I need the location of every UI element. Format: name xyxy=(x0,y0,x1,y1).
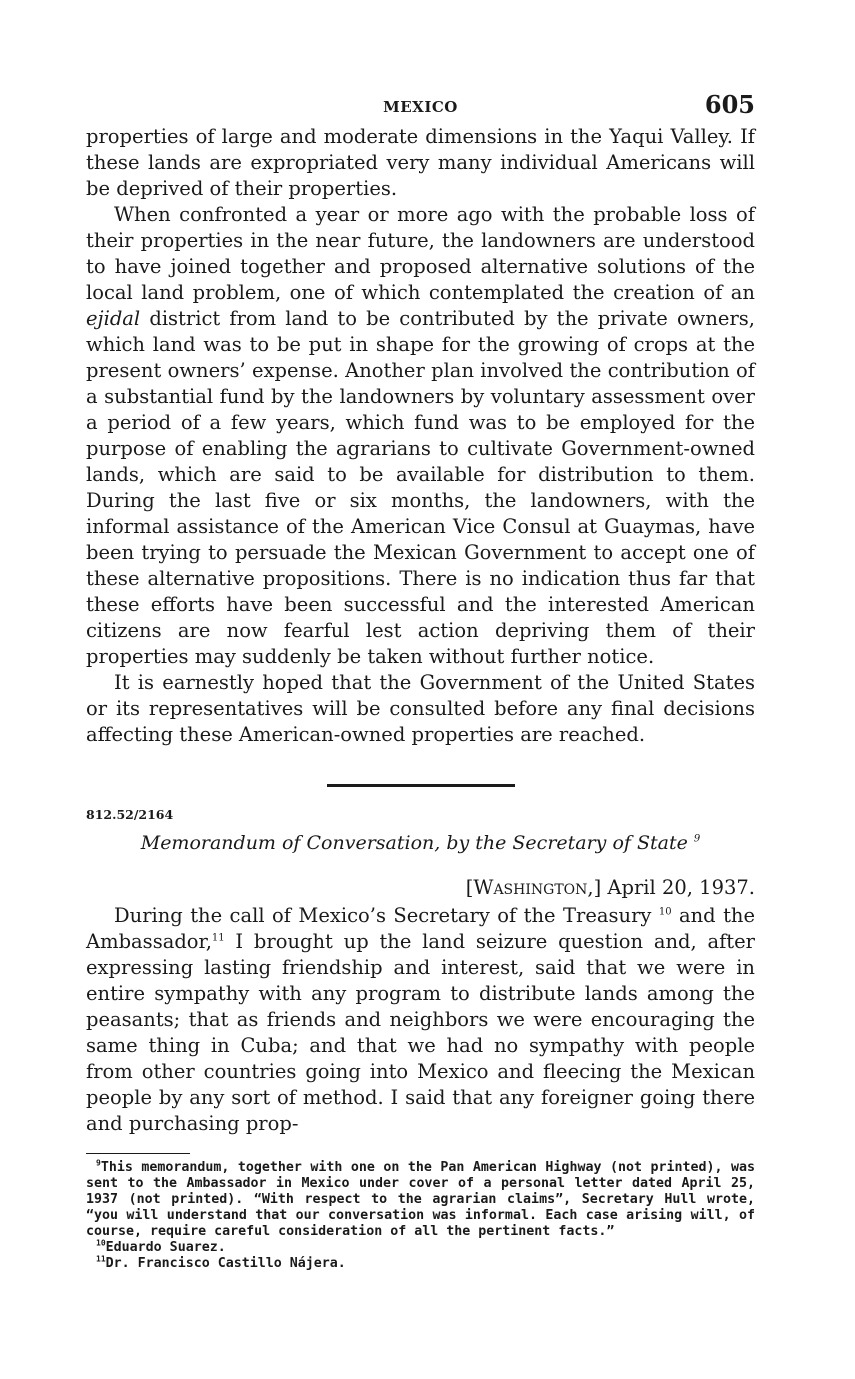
page-header xyxy=(86,90,755,124)
document-page xyxy=(86,90,755,1272)
ejidal-term: ejidal xyxy=(86,307,141,330)
paragraph-landowners: When confronted a year or more ago with the probable loss of their properties in the near future, the landowners are understood to have joined together and proposed alternative solutions of the local land problem, one of which contemplated the creation of an ejidal district from land to be contributed by the private owners, which land was to be put in shape for the growing of crops at the present owners’ expense. Another plan involved the contribution of a substantial fund by the landowners by voluntary assessment over a period of a few years, which fund was to be employed for the purpose of enabling the agrarians to cultivate Government-owned lands, which are said to be available for distribution to them. During the last five or six months, the landowners, with the informal assistance of the American Vice Consul at Guaymas, have been trying to persuade the Mexican Government to accept one of these alternative propositions. There is no indication thus far that these efforts have been successful and the interested American citizens are now fearful lest action depriving them of their properties may suddenly be taken without further notice. xyxy=(86,203,755,668)
file-number: 812.52/2164 xyxy=(86,807,174,822)
footnote-ref-9: 9 xyxy=(693,833,701,845)
memo-paragraph: During the call of Mexico’s Secretary of the Treasury $^{10}$ and the Ambassador,$^{11}$ I brought up the land seizure question and, after expressing lasting friendship and interest, said that we were in entire sympathy with any program to distribute lands among the peasants; that as friends and neighbors we were encouraging the same thing in Cuba; and that we had no sympathy with people from other countries going into Mexico and fleecing the Mexican people by any sort of method. I said that any foreigner going there and purchasing prop- xyxy=(86,904,756,1135)
section-divider xyxy=(327,784,515,787)
footnote-ref-10: 10 xyxy=(658,906,672,918)
footnote-rule xyxy=(86,1153,190,1154)
memo-title: Memorandum of Conversation, by the Secretary of State $^9$ xyxy=(140,832,701,854)
dateline-date: April 20, 1937. xyxy=(607,876,755,899)
dateline xyxy=(86,876,755,899)
paragraph-continuation: properties of large and moderate dimensions in the Yaqui Valley. If these lands are expropriated very many individual Americans will be deprived of their properties. xyxy=(86,125,755,200)
page-number: 605 xyxy=(704,90,755,119)
dateline-place: [Washington,] xyxy=(465,876,602,899)
paragraph-hope: It is earnestly hoped that the Government of the United States or its representatives will be consulted before any final decisions affecting these American-owned properties are reached. xyxy=(86,671,755,746)
running-head: MEXICO xyxy=(383,98,458,116)
footnote-9: $^9$This memorandum, together with one on the Pan American Highway (not printed), was sent to the Ambassador in Mexico under cover of a personal letter dated April 25, 1937 (not printed). “With respect to the agrarian claims”, Secretary Hull wrote, “you will understand that our conversation was informal. Each case arising will, of course, require careful consideration of all the pertinent facts.” xyxy=(86,1158,755,1239)
footnote-10: $^{10}$Eduardo Suarez. xyxy=(96,1238,226,1255)
footnote-11: $^{11}$Dr. Francisco Castillo Nájera. xyxy=(96,1254,346,1271)
footnote-ref-11: 11 xyxy=(211,932,225,944)
